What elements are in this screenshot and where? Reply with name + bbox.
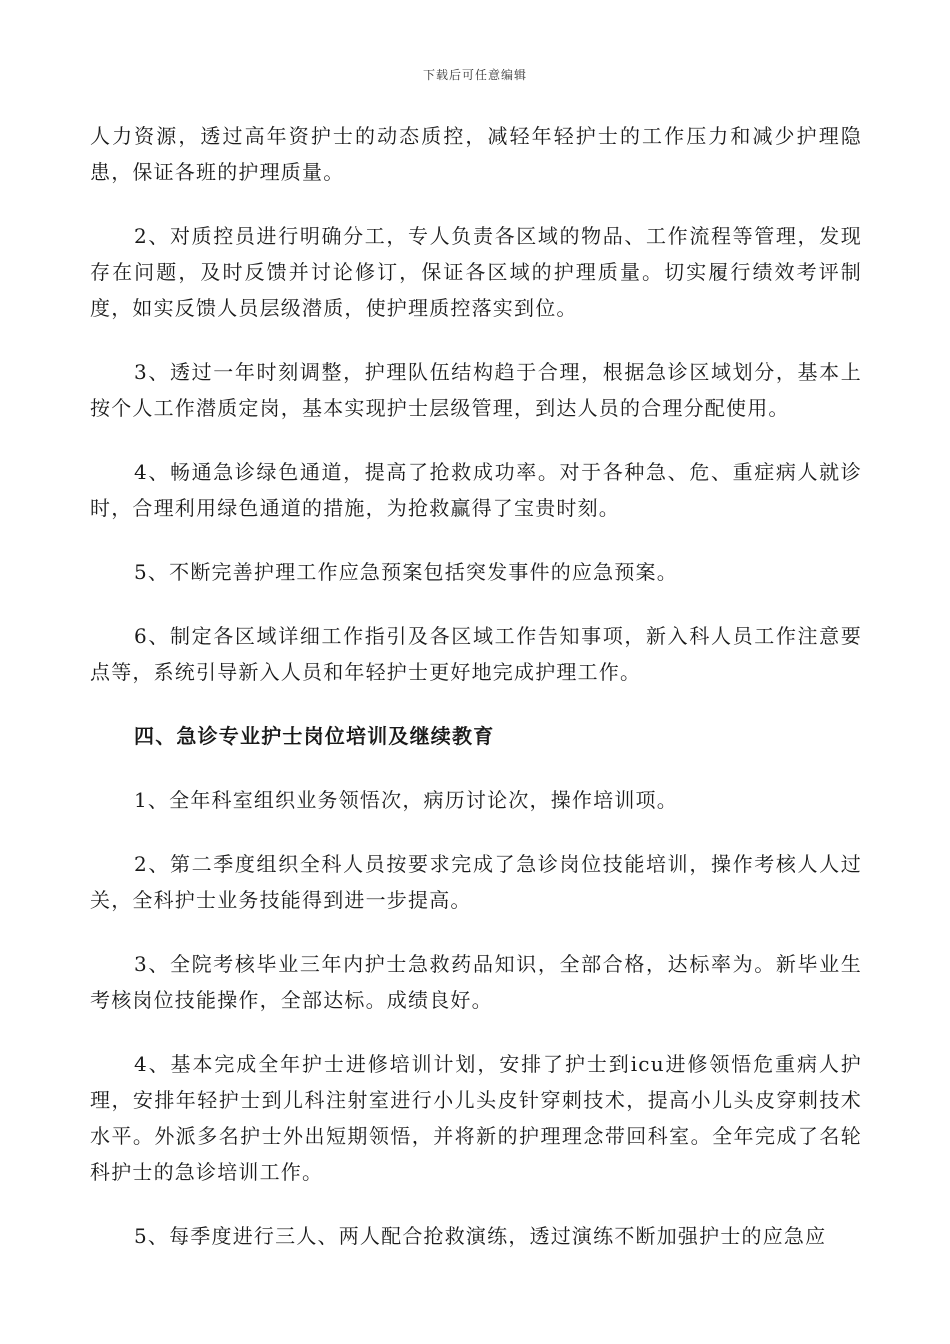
section-paragraph-2: 2、第二季度组织全科人员按要求完成了急诊岗位技能培训，操作考核人人过关，全科护士业务技能得到进一步提高。 bbox=[90, 852, 862, 912]
page-header-note: 下载后可任意编辑 bbox=[422, 68, 527, 82]
paragraph-continuation: 人力资源，透过高年资护士的动态质控，减轻年轻护士的工作压力和减少护理隐患，保证各班的护理质量。 bbox=[90, 124, 862, 184]
section-heading: 四、急诊专业护士岗位培训及继续教育 bbox=[134, 724, 495, 748]
paragraph-item-6: 6、制定各区域详细工作指引及各区域工作告知事项，新入科人员工作注意要点等，系统引导新入人员和年轻护士更好地完成护理工作。 bbox=[90, 624, 862, 684]
section-paragraph-4: 4、基本完成全年护士进修培训计划，安排了护士到icu进修领悟危重病人护理，安排年轻护士到儿科注射室进行小儿头皮针穿刺技术，提高小儿头皮穿刺技术水平。外派多名护士外出短期领悟，并将新的护理理念带回科室。全年完成了名轮科护士的急诊培训工作。 bbox=[90, 1052, 862, 1184]
paragraph-item-4: 4、畅通急诊绿色通道，提高了抢救成功率。对于各种急、危、重症病人就诊时，合理利用绿色通道的措施，为抢救赢得了宝贵时刻。 bbox=[90, 460, 862, 520]
paragraph-item-3: 3、透过一年时刻调整，护理队伍结构趋于合理，根据急诊区域划分，基本上按个人工作潜质定岗，基本实现护士层级管理，到达人员的合理分配使用。 bbox=[90, 360, 862, 420]
section-paragraph-3: 3、全院考核毕业三年内护士急救药品知识，全部合格，达标率为。新毕业生考核岗位技能操作，全部达标。成绩良好。 bbox=[90, 952, 862, 1012]
section-paragraph-1: 1、全年科室组织业务领悟次，病历讨论次，操作培训项。 bbox=[134, 788, 678, 812]
paragraph-item-5: 5、不断完善护理工作应急预案包括突发事件的应急预案。 bbox=[134, 560, 678, 584]
paragraph-item-2: 2、对质控员进行明确分工，专人负责各区域的物品、工作流程等管理，发现存在问题，及时反馈并讨论修订，保证各区域的护理质量。切实履行绩效考评制度，如实反馈人员层级潜质，使护理质控落实到位。 bbox=[90, 224, 862, 320]
section-paragraph-5: 5、每季度进行三人、两人配合抢救演练，透过演练不断加强护士的应急应 bbox=[134, 1224, 827, 1248]
document-body bbox=[90, 118, 862, 1282]
